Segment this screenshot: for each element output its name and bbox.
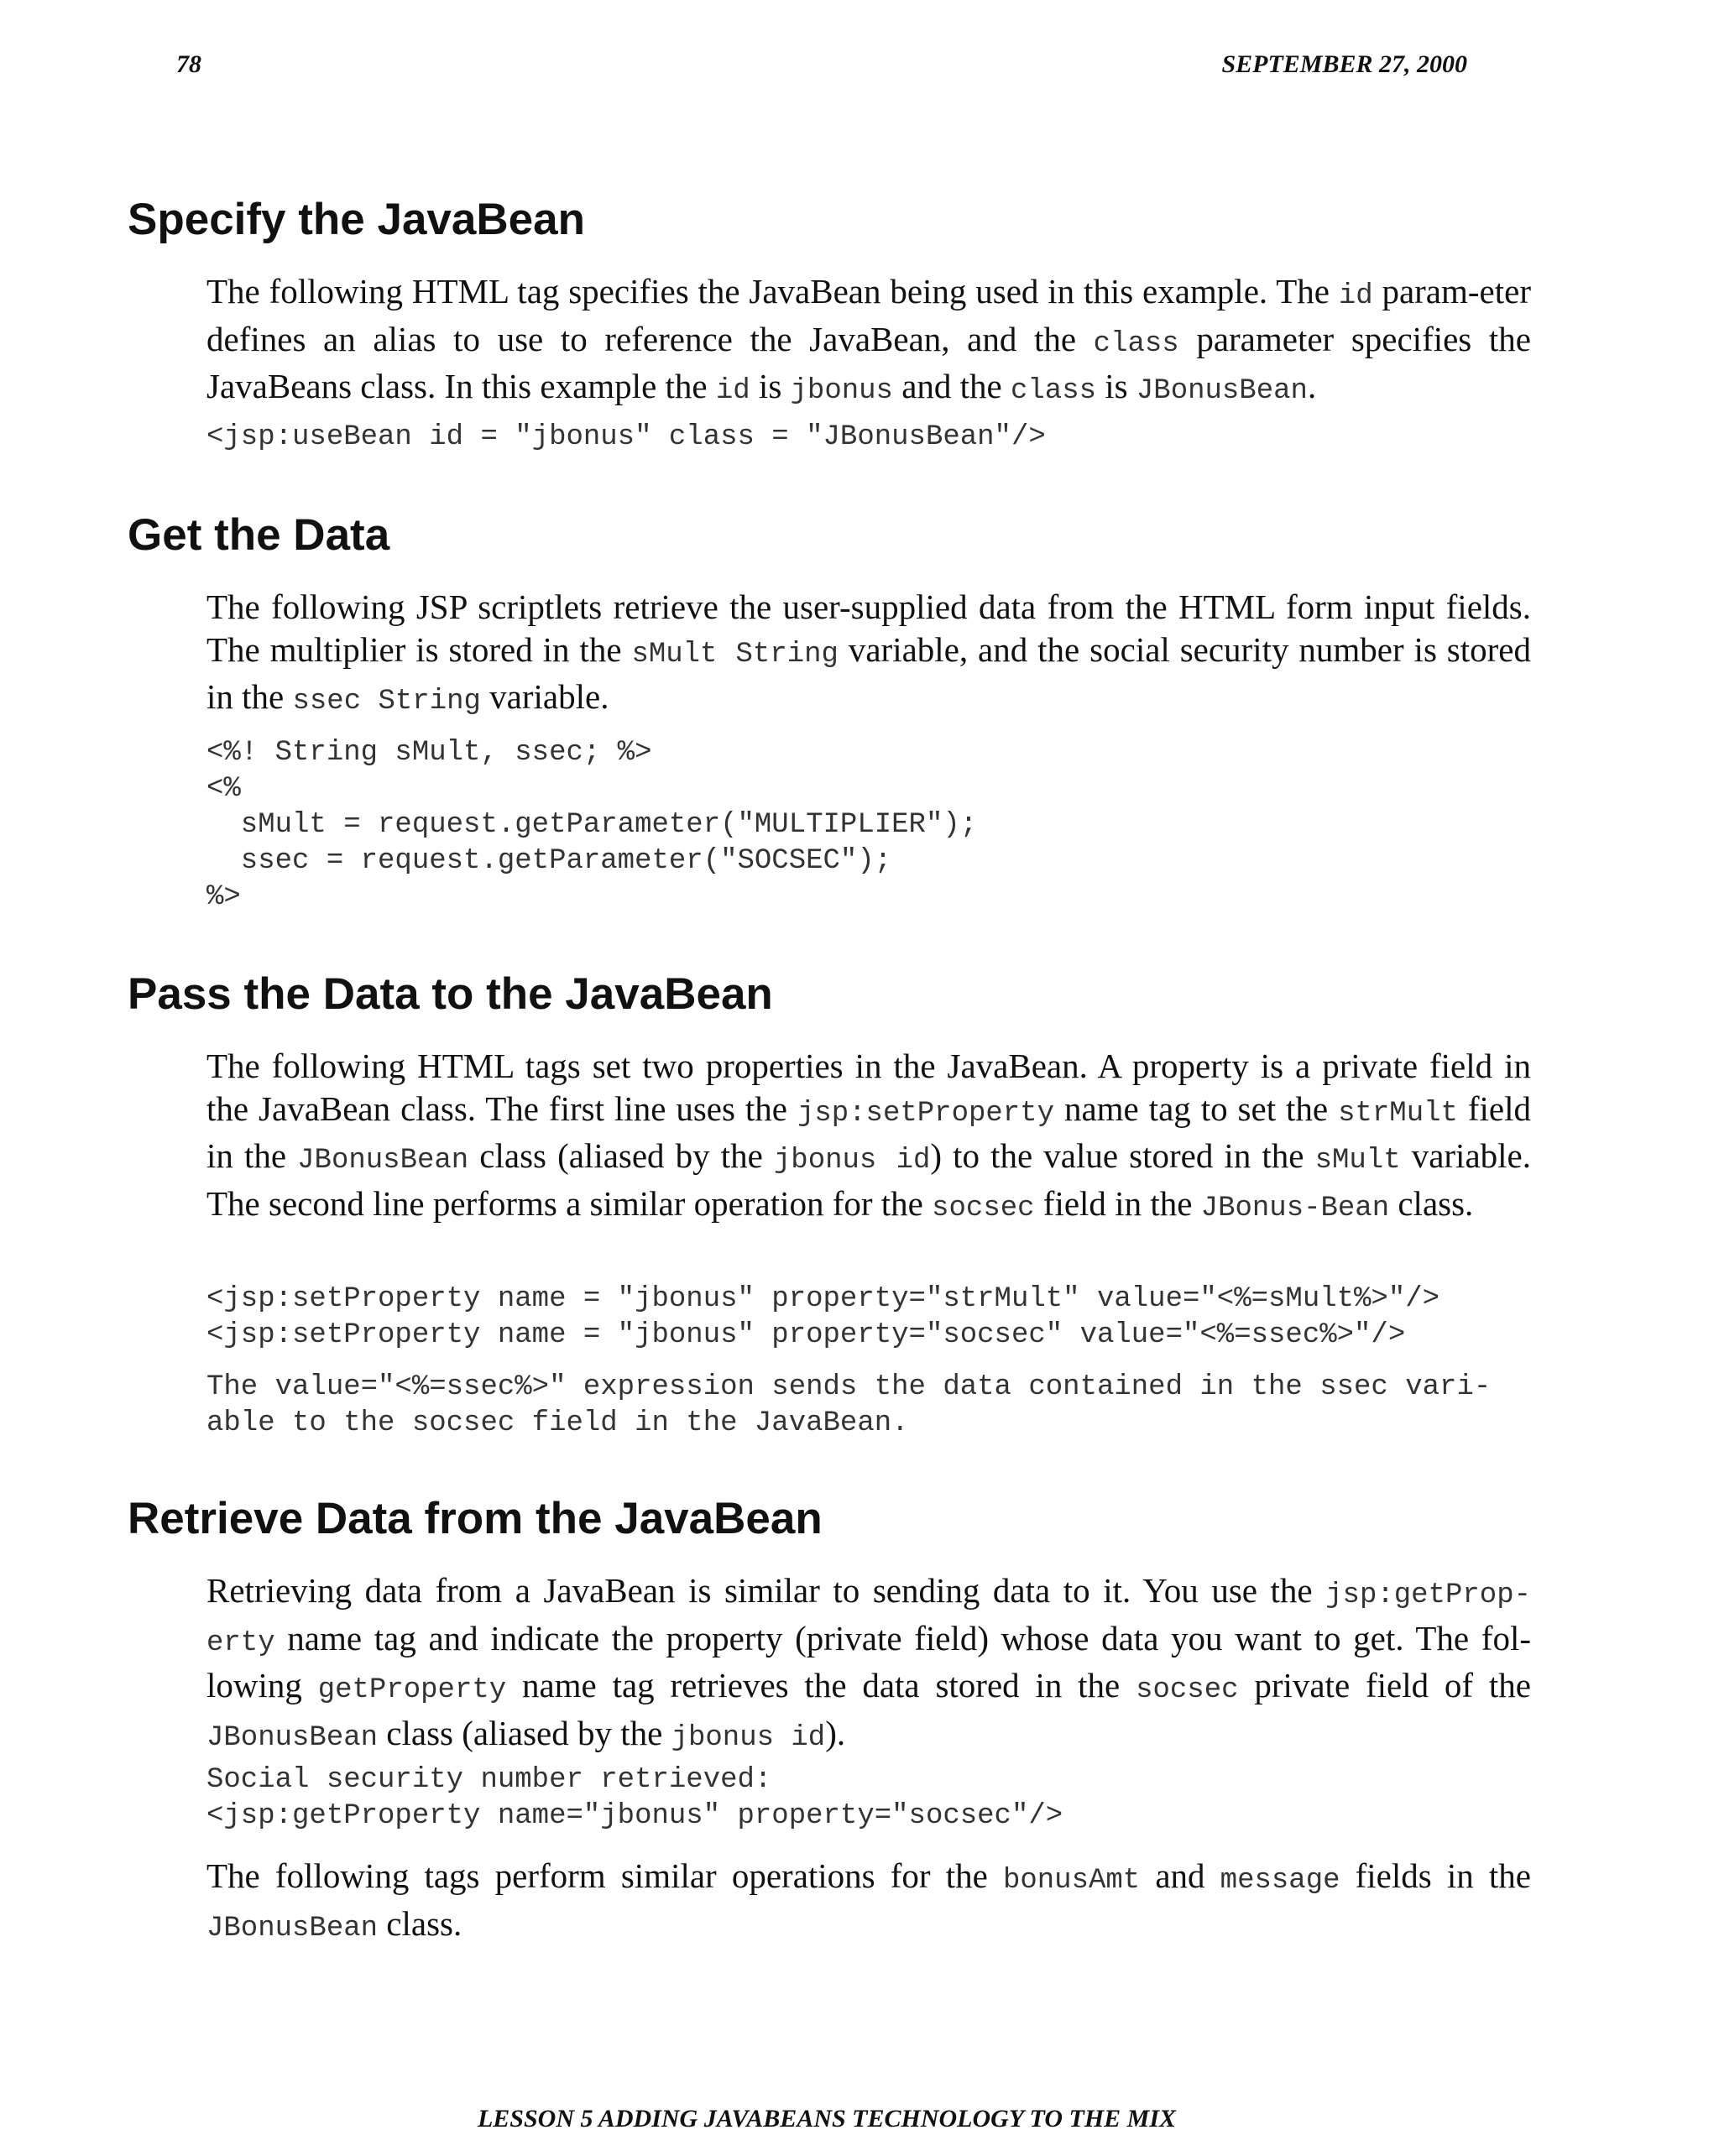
inline-code: bonusAmt xyxy=(1002,1865,1141,1897)
text-run: class (aliased by the xyxy=(468,1136,774,1175)
text-run: and the xyxy=(892,367,1011,405)
heading-specify-javabean: Specify the JavaBean xyxy=(128,195,585,244)
text-run: is xyxy=(750,367,791,405)
code-block-usebean: <jsp:useBean id = "jbonus" class = "JBonusBean"/> xyxy=(206,421,1046,453)
inline-code: socsec xyxy=(932,1192,1035,1224)
paragraph-similar-operations xyxy=(206,1855,1531,1950)
text-run: The following HTML tags set two properties in the JavaBean. A property is a private field in the JavaBean class. The first line uses the xyxy=(206,1047,1531,1128)
text-run: name tag retrieves the data stored in the xyxy=(506,1666,1136,1704)
text-run: name tag to set the xyxy=(1054,1088,1339,1128)
inline-code: JBonusBean xyxy=(206,1912,379,1945)
text-run: field in the xyxy=(1034,1183,1201,1223)
inline-code: jbonus xyxy=(790,375,893,407)
inline-code: class xyxy=(1011,375,1097,407)
page-number: 78 xyxy=(176,50,201,78)
inline-code: getProperty xyxy=(317,1674,507,1706)
paragraph-pass-data xyxy=(206,1045,1531,1229)
text-run: class (aliased by the xyxy=(378,1713,671,1752)
inline-code: jsp:setProperty xyxy=(797,1097,1054,1130)
text-run: The following HTML tag specifies the JavaBean being used in this example. The xyxy=(206,272,1339,311)
inline-code: JBonusBean xyxy=(297,1145,469,1177)
header-date: SEPTEMBER 27, 2000 xyxy=(1221,50,1467,78)
text-run: ) to the value stored in the xyxy=(930,1136,1315,1175)
text-run: . xyxy=(1307,367,1317,405)
code-block-scriptlets: <%! String sMult, ssec; %> <% sMult = request.getParameter("MULTIPLIER"); ssec = request.getParameter("SOCSEC"); %> xyxy=(206,737,978,913)
text-run: private field of the xyxy=(1238,1666,1531,1704)
inline-code: id xyxy=(715,375,750,407)
code-block-setproperty: <jsp:setProperty name = "jbonus" property="strMult" value="<%=sMult%>"/> <jsp:setProperty name = "jbonus" property="socsec" value="<%=ssec%>"/> xyxy=(206,1283,1440,1351)
heading-retrieve-data: Retrieve Data from the JavaBean xyxy=(128,1494,823,1543)
paragraph-specify xyxy=(206,270,1531,413)
text-run: param-eter defines an alias to use to reference the JavaBean, and the xyxy=(206,272,1531,358)
text-run: variable, and the social security number is stored in the xyxy=(206,629,1532,716)
text-run: The following tags perform similar operations for the xyxy=(206,1856,1003,1895)
text-run: fields in the xyxy=(1340,1856,1531,1895)
paragraph-retrieve-data xyxy=(206,1569,1531,1759)
text-run: and xyxy=(1140,1856,1220,1895)
code-block-getproperty: Social security number retrieved: <jsp:getProperty name="jbonus" property="socsec"/> xyxy=(206,1764,1063,1832)
heading-pass-data: Pass the Data to the JavaBean xyxy=(128,969,773,1019)
text-run: is xyxy=(1096,367,1136,405)
text-run: variable. xyxy=(480,677,609,716)
inline-code: JBonus-Bean xyxy=(1200,1192,1390,1224)
inline-code: message xyxy=(1220,1865,1340,1897)
inline-code: socsec xyxy=(1136,1674,1239,1706)
inline-code: id xyxy=(1338,280,1373,312)
inline-code: sMult xyxy=(1314,1145,1401,1177)
text-run: name tag and indicate the property (private field) whose data you want to get. The fol-lowing xyxy=(206,1618,1531,1704)
text-run: class. xyxy=(1389,1183,1474,1223)
inline-code: class xyxy=(1093,327,1179,360)
text-run: ). xyxy=(825,1713,846,1752)
paragraph-get-data xyxy=(206,586,1531,723)
inline-code: ssec String xyxy=(292,686,481,718)
text-run: Retrieving data from a JavaBean is similar to sending data to it. You use the xyxy=(206,1571,1326,1610)
inline-code: sMult String xyxy=(631,638,839,671)
inline-code: JBonusBean xyxy=(1136,375,1308,407)
inline-code: jbonus id xyxy=(671,1721,826,1754)
page-footer: LESSON 5 ADDING JAVABEANS TECHNOLOGY TO THE MIX xyxy=(477,2105,1177,2133)
text-run: field in the xyxy=(206,1088,1532,1175)
code-note-ssec: The value="<%=ssec%>" expression sends the data contained in the ssec vari- able to the socsec field in the JavaBean. xyxy=(206,1371,1492,1439)
text-run: parameter specifies the JavaBeans class. In this example the xyxy=(206,319,1531,405)
text-run: variable. The second line performs a similar operation for the xyxy=(206,1136,1531,1223)
inline-code: strMult xyxy=(1338,1097,1458,1130)
inline-code: JBonusBean xyxy=(206,1721,379,1754)
inline-code: jsp:getProp-erty xyxy=(206,1579,1531,1659)
heading-get-data: Get the Data xyxy=(128,510,390,560)
inline-code: jbonus id xyxy=(773,1145,931,1177)
text-run: The following JSP scriptlets retrieve the user-supplied data from the HTML form input fields. The multiplier is stored in the xyxy=(206,587,1531,669)
text-run: class. xyxy=(378,1903,462,1943)
